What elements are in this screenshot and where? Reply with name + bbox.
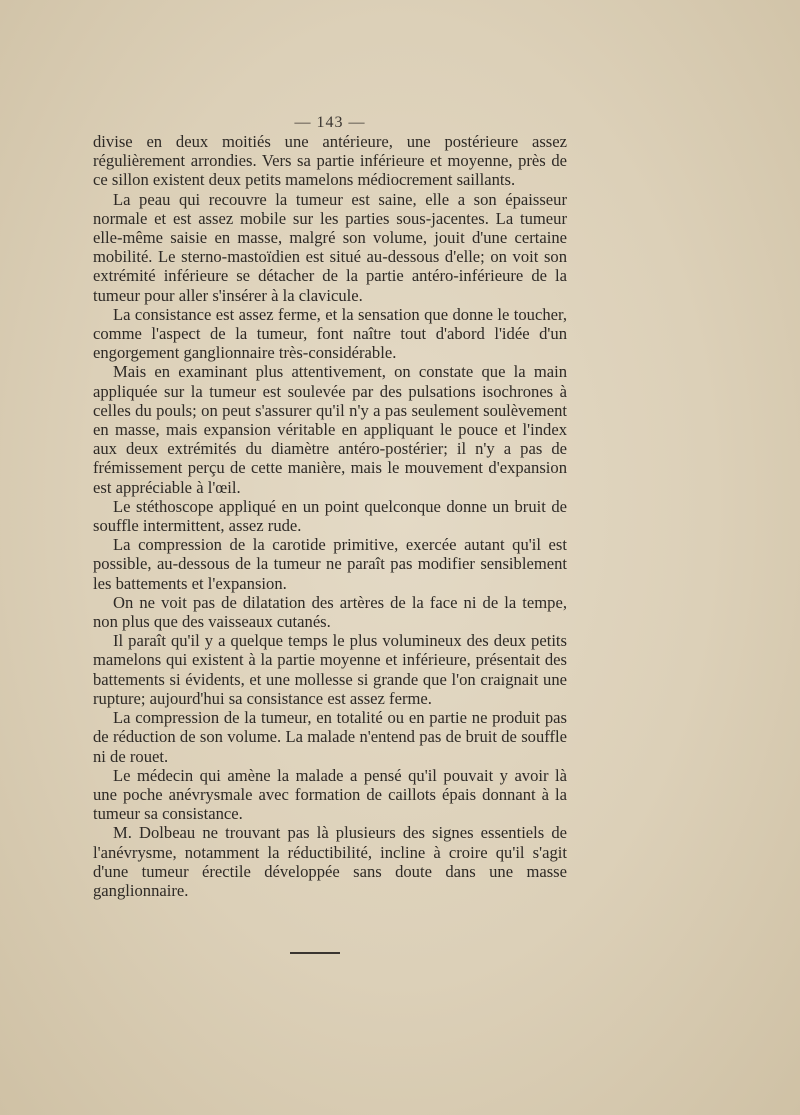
paragraph: La compression de la carotide primitive, exercée autant qu'il est possible, au-dessous de la tumeur ne paraît pas modifier sensiblement les battements et l'expansion.: [93, 535, 567, 593]
section-divider: [290, 952, 340, 954]
paragraph: Mais en examinant plus attentivement, on constate que la main appliquée sur la tumeur est soulevée par des pulsations isochrones à celles du pouls; on peut s'assurer qu'il n'y a pas seulement soulèvement en masse, mais expansion véritable en appliquant le pouce et l'index aux deux extrémités du diamètre antéro-postérier; il n'y a pas de frémissement perçu de cette manière, mais le mouvement d'expansion est appréciable à l'œil.: [93, 362, 567, 497]
paragraph: Le stéthoscope appliqué en un point quelconque donne un bruit de souffle intermittent, assez rude.: [93, 496, 567, 536]
paragraph: Le médecin qui amène la malade a pensé qu'il pouvait y avoir là une poche anévrysmale avec formation de caillots épais donnant à la tumeur sa consistance.: [93, 765, 567, 824]
paragraph: La consistance est assez ferme, et la sensation que donne le toucher, comme l'aspect de la tumeur, font naître tout d'abord l'idée d'un engorgement ganglionnaire très-considérable.: [93, 304, 567, 363]
paragraph: Il paraît qu'il y a quelque temps le plus volumineux des deux petits mamelons qui existent à la partie moyenne et inférieure, présentait des battements si évidents, et une mollesse si grande que l'on craignait une rupture; aujourd'hui sa consistance est assez ferme.: [93, 631, 567, 708]
paragraph: M. Dolbeau ne trouvant pas là plusieurs des signes essentiels de l'anévrysme, notamment la réductibilité, incline à croire qu'il s'agit d'une tumeur érectile développée sans doute dans une masse ganglionnaire.: [93, 823, 567, 900]
page-number: — 143 —: [294, 114, 366, 131]
paragraph: La peau qui recouvre la tumeur est saine, elle a son épaisseur normale et est assez mobile sur les parties sous-jacentes. La tumeur elle-même saisie en masse, malgré son volume, jouit d'une certaine mobilité. Le sterno-mastoïdien est situé au-dessous d'elle; on voit son extrémité inférieure se détacher de la partie antéro-inférieure de la tumeur pour aller s'insérer à la clavicule.: [93, 189, 567, 305]
body-text: [93, 132, 567, 900]
paragraph: divise en deux moitiés une antérieure, une postérieure assez régulièrement arrondies. Vers sa partie inférieure et moyenne, près de ce sillon existent deux petits mamelons médiocrement saillants.: [93, 132, 567, 190]
paragraph: On ne voit pas de dilatation des artères de la face ni de la tempe, non plus que des vaisseaux cutanés.: [93, 592, 567, 632]
paragraph: La compression de la tumeur, en totalité ou en partie ne produit pas de réduction de son volume. La malade n'entend pas de bruit de souffle ni de rouet.: [93, 708, 567, 766]
